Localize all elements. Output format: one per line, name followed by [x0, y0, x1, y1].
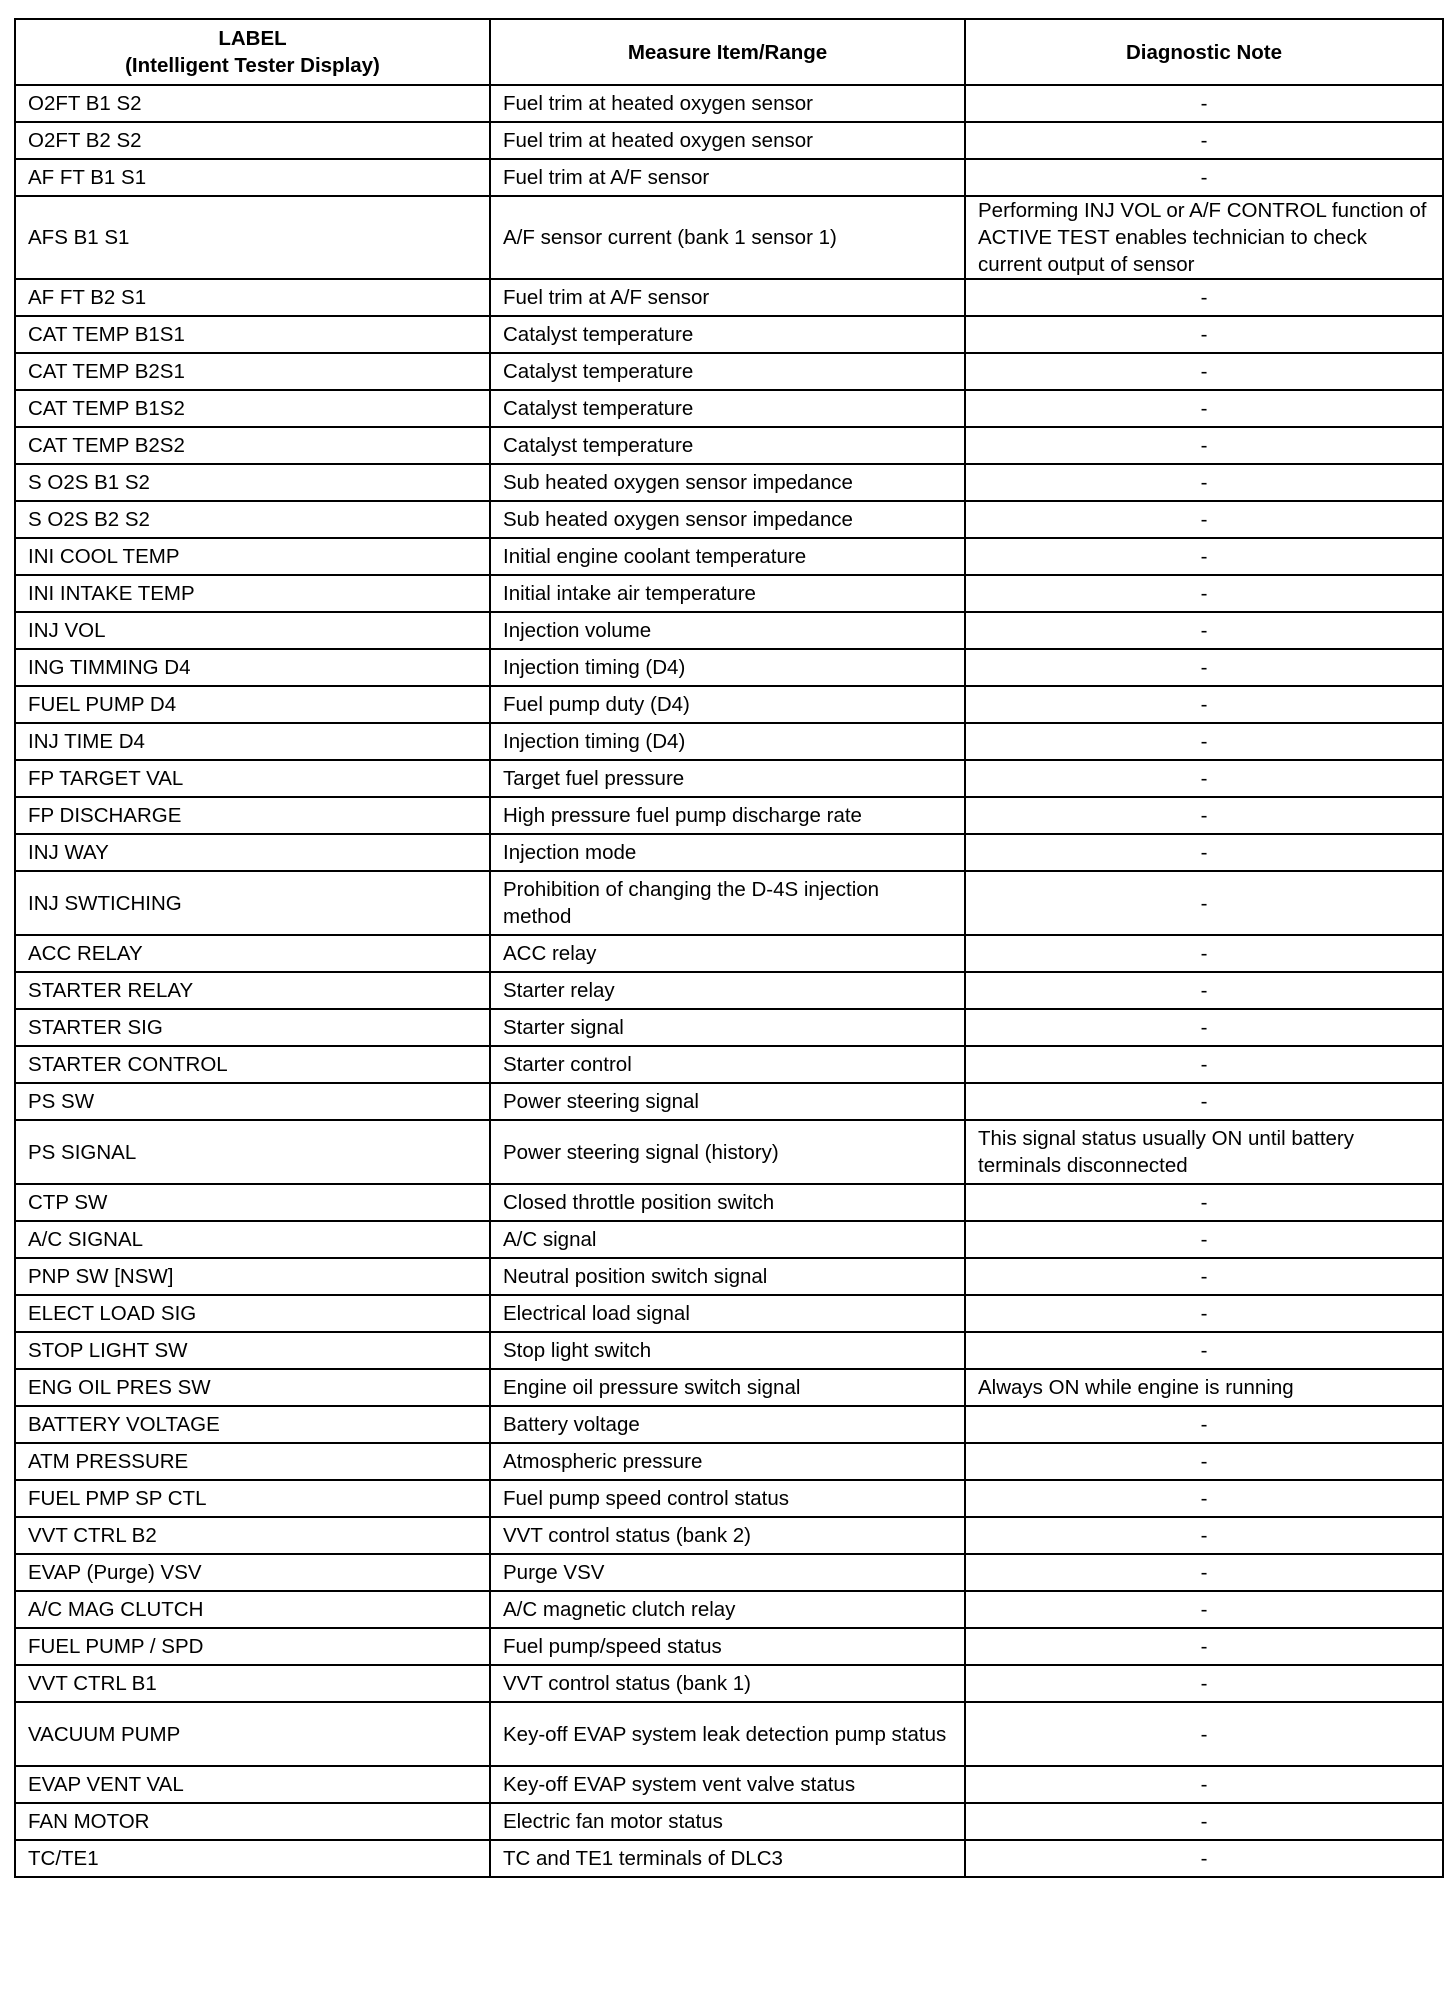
row-note: - — [965, 1665, 1443, 1702]
row-note: - — [965, 159, 1443, 196]
row-label: VVT CTRL B1 — [15, 1665, 490, 1702]
row-note: - — [965, 353, 1443, 390]
row-note: - — [965, 686, 1443, 723]
row-label: CAT TEMP B1S2 — [15, 390, 490, 427]
table-row — [15, 316, 1443, 353]
row-measure: Injection timing (D4) — [490, 723, 965, 760]
row-measure: Electrical load signal — [490, 1295, 965, 1332]
table-row — [15, 1480, 1443, 1517]
row-measure: Atmospheric pressure — [490, 1443, 965, 1480]
row-label: EVAP VENT VAL — [15, 1766, 490, 1803]
header-measure: Measure Item/Range — [490, 19, 965, 85]
table-row — [15, 390, 1443, 427]
row-measure: Target fuel pressure — [490, 760, 965, 797]
row-note: - — [965, 1046, 1443, 1083]
table-row — [15, 723, 1443, 760]
row-note: - — [965, 1258, 1443, 1295]
table-row — [15, 1009, 1443, 1046]
table-row — [15, 159, 1443, 196]
table-row — [15, 972, 1443, 1009]
table-row — [15, 612, 1443, 649]
row-measure: Injection mode — [490, 834, 965, 871]
table-row — [15, 1591, 1443, 1628]
row-note: - — [965, 1628, 1443, 1665]
row-measure: Starter control — [490, 1046, 965, 1083]
table-row — [15, 1665, 1443, 1702]
row-label: PS SIGNAL — [15, 1120, 490, 1184]
row-note: - — [965, 1295, 1443, 1332]
row-measure: Fuel trim at heated oxygen sensor — [490, 122, 965, 159]
table-row — [15, 1332, 1443, 1369]
row-note: - — [965, 1803, 1443, 1840]
table-row — [15, 1184, 1443, 1221]
row-measure: Key-off EVAP system leak detection pump status — [490, 1702, 965, 1766]
row-measure: Initial intake air temperature — [490, 575, 965, 612]
row-measure: Power steering signal — [490, 1083, 965, 1120]
row-note: Performing INJ VOL or A/F CONTROL function of ACTIVE TEST enables technician to check current output of sensor — [965, 196, 1443, 279]
table-row — [15, 538, 1443, 575]
row-note: - — [965, 575, 1443, 612]
table-row — [15, 686, 1443, 723]
row-label: STOP LIGHT SW — [15, 1332, 490, 1369]
table-row — [15, 501, 1443, 538]
row-note: - — [965, 871, 1443, 935]
row-label: CTP SW — [15, 1184, 490, 1221]
row-note: - — [965, 1480, 1443, 1517]
row-label: AFS B1 S1 — [15, 196, 490, 279]
row-label: FUEL PUMP D4 — [15, 686, 490, 723]
row-measure: Stop light switch — [490, 1332, 965, 1369]
row-measure: Injection timing (D4) — [490, 649, 965, 686]
row-note: - — [965, 85, 1443, 122]
row-measure: A/F sensor current (bank 1 sensor 1) — [490, 196, 965, 279]
row-label: STARTER RELAY — [15, 972, 490, 1009]
table-body — [15, 85, 1443, 1877]
row-label: FUEL PUMP / SPD — [15, 1628, 490, 1665]
row-label: PNP SW [NSW] — [15, 1258, 490, 1295]
row-label: O2FT B2 S2 — [15, 122, 490, 159]
row-note: - — [965, 1332, 1443, 1369]
row-note: This signal status usually ON until battery terminals disconnected — [965, 1120, 1443, 1184]
table-row — [15, 1120, 1443, 1184]
row-measure: VVT control status (bank 1) — [490, 1665, 965, 1702]
row-label: BATTERY VOLTAGE — [15, 1406, 490, 1443]
row-measure: Neutral position switch signal — [490, 1258, 965, 1295]
row-measure: Injection volume — [490, 612, 965, 649]
row-note: - — [965, 1083, 1443, 1120]
table-row — [15, 649, 1443, 686]
row-note: - — [965, 1702, 1443, 1766]
row-note: - — [965, 1406, 1443, 1443]
row-label: CAT TEMP B2S1 — [15, 353, 490, 390]
row-label: O2FT B1 S2 — [15, 85, 490, 122]
row-note: - — [965, 760, 1443, 797]
row-label: VVT CTRL B2 — [15, 1517, 490, 1554]
row-measure: Power steering signal (history) — [490, 1120, 965, 1184]
row-measure: High pressure fuel pump discharge rate — [490, 797, 965, 834]
row-label: INJ VOL — [15, 612, 490, 649]
row-measure: Fuel pump duty (D4) — [490, 686, 965, 723]
row-label: FAN MOTOR — [15, 1803, 490, 1840]
row-note: - — [965, 723, 1443, 760]
table-row — [15, 279, 1443, 316]
row-label: PS SW — [15, 1083, 490, 1120]
row-note: - — [965, 935, 1443, 972]
row-measure: Key-off EVAP system vent valve status — [490, 1766, 965, 1803]
row-measure: A/C magnetic clutch relay — [490, 1591, 965, 1628]
table-row — [15, 1369, 1443, 1406]
row-note: - — [965, 834, 1443, 871]
row-label: STARTER CONTROL — [15, 1046, 490, 1083]
row-note: - — [965, 1517, 1443, 1554]
row-measure: Starter signal — [490, 1009, 965, 1046]
header-label — [15, 19, 490, 85]
table-row — [15, 1766, 1443, 1803]
row-label: AF FT B2 S1 — [15, 279, 490, 316]
row-note: - — [965, 390, 1443, 427]
row-note: - — [965, 427, 1443, 464]
row-label: INJ WAY — [15, 834, 490, 871]
row-label: ACC RELAY — [15, 935, 490, 972]
table-header-row — [15, 19, 1443, 85]
row-measure: TC and TE1 terminals of DLC3 — [490, 1840, 965, 1877]
row-measure: ACC relay — [490, 935, 965, 972]
table-row — [15, 834, 1443, 871]
row-label: AF FT B1 S1 — [15, 159, 490, 196]
row-note: - — [965, 279, 1443, 316]
row-measure: Prohibition of changing the D-4S injection method — [490, 871, 965, 935]
table-row — [15, 196, 1443, 279]
row-note: - — [965, 1443, 1443, 1480]
table-row — [15, 1083, 1443, 1120]
row-note: - — [965, 1766, 1443, 1803]
header-label-line1: LABEL — [218, 27, 287, 50]
row-label: S O2S B2 S2 — [15, 501, 490, 538]
row-measure: Fuel trim at heated oxygen sensor — [490, 85, 965, 122]
row-label: S O2S B1 S2 — [15, 464, 490, 501]
row-measure: Catalyst temperature — [490, 316, 965, 353]
row-label: CAT TEMP B2S2 — [15, 427, 490, 464]
header-note: Diagnostic Note — [965, 19, 1443, 85]
row-label: ING TIMMING D4 — [15, 649, 490, 686]
row-label: ENG OIL PRES SW — [15, 1369, 490, 1406]
table-row — [15, 353, 1443, 390]
table-row — [15, 1517, 1443, 1554]
table-row — [15, 1406, 1443, 1443]
table-row — [15, 85, 1443, 122]
row-measure: Catalyst temperature — [490, 353, 965, 390]
row-measure: Starter relay — [490, 972, 965, 1009]
row-measure: Sub heated oxygen sensor impedance — [490, 501, 965, 538]
row-measure: Engine oil pressure switch signal — [490, 1369, 965, 1406]
row-label: INI COOL TEMP — [15, 538, 490, 575]
row-label: TC/TE1 — [15, 1840, 490, 1877]
row-label: FUEL PMP SP CTL — [15, 1480, 490, 1517]
row-measure: Fuel trim at A/F sensor — [490, 159, 965, 196]
row-note: - — [965, 1554, 1443, 1591]
row-measure: Purge VSV — [490, 1554, 965, 1591]
row-measure: Battery voltage — [490, 1406, 965, 1443]
row-label: ATM PRESSURE — [15, 1443, 490, 1480]
row-measure: Initial engine coolant temperature — [490, 538, 965, 575]
row-note: - — [965, 1591, 1443, 1628]
row-note: - — [965, 501, 1443, 538]
table-row — [15, 122, 1443, 159]
table-row — [15, 1443, 1443, 1480]
row-note: - — [965, 1009, 1443, 1046]
row-note: - — [965, 797, 1443, 834]
table-row — [15, 575, 1443, 612]
row-label: STARTER SIG — [15, 1009, 490, 1046]
row-note: - — [965, 122, 1443, 159]
row-label: INI INTAKE TEMP — [15, 575, 490, 612]
row-label: INJ SWTICHING — [15, 871, 490, 935]
table-row — [15, 760, 1443, 797]
table-row — [15, 1803, 1443, 1840]
header-label-line2: (Intelligent Tester Display) — [125, 54, 380, 77]
row-label: INJ TIME D4 — [15, 723, 490, 760]
table-row — [15, 1628, 1443, 1665]
table-row — [15, 1046, 1443, 1083]
row-measure: Fuel pump/speed status — [490, 1628, 965, 1665]
row-label: FP TARGET VAL — [15, 760, 490, 797]
table-row — [15, 797, 1443, 834]
table-row — [15, 1258, 1443, 1295]
table-row — [15, 935, 1443, 972]
row-note: - — [965, 1184, 1443, 1221]
table-row — [15, 1554, 1443, 1591]
table-row — [15, 1840, 1443, 1877]
row-measure: VVT control status (bank 2) — [490, 1517, 965, 1554]
row-label: EVAP (Purge) VSV — [15, 1554, 490, 1591]
row-measure: A/C signal — [490, 1221, 965, 1258]
row-note: - — [965, 1840, 1443, 1877]
row-label: A/C SIGNAL — [15, 1221, 490, 1258]
row-note: - — [965, 316, 1443, 353]
row-label: CAT TEMP B1S1 — [15, 316, 490, 353]
row-measure: Electric fan motor status — [490, 1803, 965, 1840]
row-measure: Sub heated oxygen sensor impedance — [490, 464, 965, 501]
row-measure: Catalyst temperature — [490, 427, 965, 464]
row-note: - — [965, 612, 1443, 649]
row-measure: Catalyst temperature — [490, 390, 965, 427]
row-measure: Fuel pump speed control status — [490, 1480, 965, 1517]
row-note: - — [965, 1221, 1443, 1258]
data-list-table — [14, 18, 1444, 1878]
row-note: - — [965, 464, 1443, 501]
row-label: ELECT LOAD SIG — [15, 1295, 490, 1332]
table-row — [15, 1221, 1443, 1258]
row-measure: Closed throttle position switch — [490, 1184, 965, 1221]
row-note: - — [965, 649, 1443, 686]
table-row — [15, 871, 1443, 935]
table-row — [15, 427, 1443, 464]
row-label: VACUUM PUMP — [15, 1702, 490, 1766]
row-note: - — [965, 972, 1443, 1009]
row-label: FP DISCHARGE — [15, 797, 490, 834]
row-label: A/C MAG CLUTCH — [15, 1591, 490, 1628]
row-note: - — [965, 538, 1443, 575]
table-row — [15, 1702, 1443, 1766]
table-row — [15, 464, 1443, 501]
row-note: Always ON while engine is running — [965, 1369, 1443, 1406]
row-measure: Fuel trim at A/F sensor — [490, 279, 965, 316]
table-row — [15, 1295, 1443, 1332]
